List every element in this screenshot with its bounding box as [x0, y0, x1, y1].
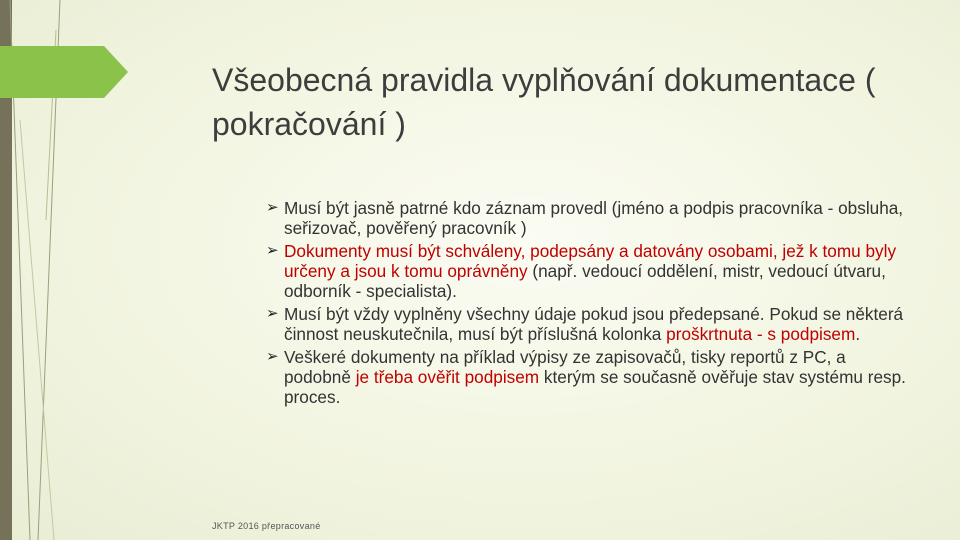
bullet-text: Veškeré dokumenty na příklad výpisy ze zapisovačů, tisky reportů z PC, a podobně [284, 347, 846, 387]
bullet-item [266, 304, 906, 344]
slide-title: Všeobecná pravidla vyplňování dokumentace ( pokračování ) [212, 62, 876, 142]
bullet-highlight-text: je třeba ověřit podpisem [355, 367, 540, 387]
bullet-item [266, 198, 906, 238]
arrow-bullet-icon: ➢ [266, 242, 279, 259]
bullet-text: Musí být jasně patrné kdo záznam provedl (jméno a podpis pracovníka - obsluha, seřizovač, pověřený pracovník ) [284, 198, 904, 238]
bullet-highlight-text: Dokumenty musí být schváleny, podepsány a datovány osobami, jež k tomu byly určeny a jsou k tomu oprávněny [284, 241, 897, 281]
bullet-text: . [855, 324, 861, 344]
bullet-text: kterým se současně ověřuje stav systému resp. proces. [284, 367, 906, 407]
bullet-item [266, 347, 906, 407]
title-tab-shape [0, 46, 130, 98]
bullet-text: (např. vedoucí oddělení, mistr, vedoucí útvaru, odborník - specialista). [284, 261, 886, 301]
bullet-item [266, 241, 906, 301]
arrow-bullet-icon: ➢ [266, 348, 279, 365]
bullet-text: Musí být vždy vyplněny všechny údaje pokud jsou předepsané. Pokud se některá činnost neuskutečnila, musí být příslušná kolonka [284, 304, 904, 344]
bullet-list [266, 198, 906, 410]
bullet-highlight-text: proškrtnuta - s podpisem [666, 324, 856, 344]
footer-text: JKTP 2016 přepracované [212, 521, 321, 531]
arrow-bullet-icon: ➢ [266, 305, 279, 322]
arrow-bullet-icon: ➢ [266, 199, 279, 216]
